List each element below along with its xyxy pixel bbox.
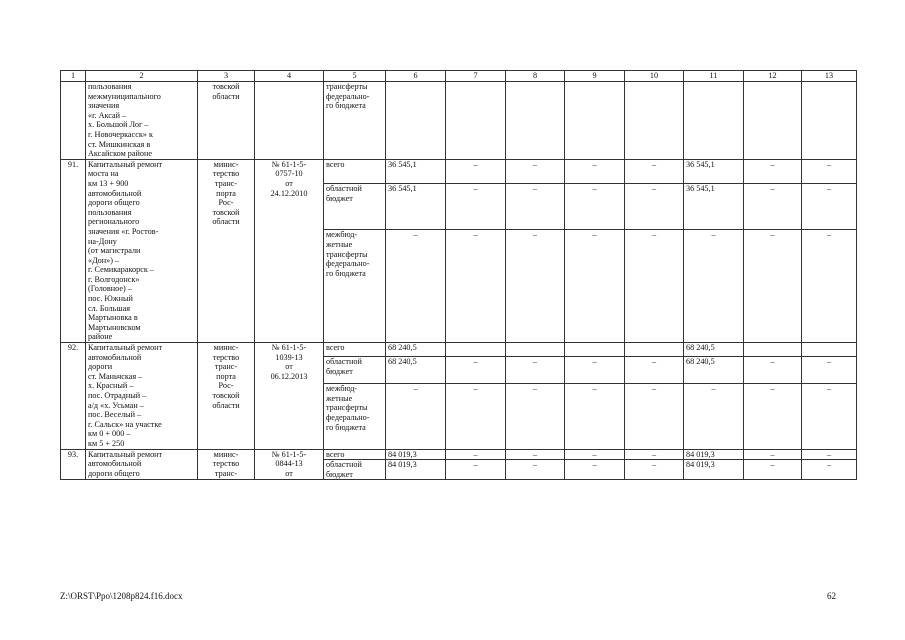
text-line: ст. Мишкинская в: [88, 139, 151, 149]
table-row: [61, 449, 857, 460]
value-cell: [744, 343, 802, 357]
funding-source: [324, 343, 386, 357]
text-line: терство: [212, 352, 240, 362]
text-line: х. Красный –: [88, 381, 134, 391]
file-path: Z:\ORST\Ppo\1208p824.f16.docx: [60, 591, 183, 601]
text-line: г. Сальск» на участке: [88, 419, 162, 429]
value-cell: –: [802, 230, 857, 343]
value-cell: –: [625, 357, 684, 384]
value-cell: –: [744, 449, 802, 460]
text-line: Капитальный ремонт: [88, 159, 163, 169]
text-line: ст. Маньчская –: [88, 371, 143, 381]
object-name: [86, 159, 198, 342]
value-cell: [684, 82, 744, 160]
value-cell: –: [446, 184, 506, 230]
text-line: пос. Южный: [88, 294, 133, 304]
text-line: моста на: [88, 169, 119, 179]
document-ref: [255, 449, 324, 480]
text-line: межмуниципального: [88, 91, 161, 101]
text-line: федерально-: [326, 412, 370, 422]
text-line: дороги общего: [88, 198, 140, 208]
value-cell: –: [565, 184, 625, 230]
object-name: [86, 82, 198, 160]
text-line: минис-: [213, 449, 239, 459]
value-cell: –: [744, 357, 802, 384]
value-cell: –: [684, 384, 744, 449]
text-line: автомобильной: [88, 188, 142, 198]
text-line: 24.12.2010: [270, 188, 308, 198]
value-cell: –: [802, 357, 857, 384]
value-cell: –: [744, 230, 802, 343]
value-cell: –: [446, 460, 506, 480]
funding-source: [324, 357, 386, 384]
text-line: от: [285, 468, 293, 478]
column-header: 2: [86, 71, 198, 82]
text-line: № 61-1-5-: [271, 159, 307, 169]
text-line: пос. Веселый –: [88, 410, 142, 420]
organization: [198, 343, 255, 450]
budget-table: [60, 70, 857, 480]
text-line: г. Новочеркасск» к: [88, 129, 153, 139]
value-cell: [506, 343, 565, 357]
value-cell: [506, 82, 565, 160]
text-line: бюджет: [326, 193, 353, 203]
value-cell: 36 545,1: [684, 184, 744, 230]
value-cell: –: [565, 460, 625, 480]
text-line: 0757-10: [275, 169, 303, 179]
value-cell: –: [625, 449, 684, 460]
column-header: 8: [506, 71, 565, 82]
text-line: автомобильной: [88, 459, 142, 469]
value-cell: –: [565, 159, 625, 183]
object-name: [86, 343, 198, 450]
value-cell: –: [802, 449, 857, 460]
text-line: Капитальный ремонт: [88, 343, 163, 353]
text-line: минис-: [213, 159, 239, 169]
text-line: области: [212, 91, 240, 101]
value-cell: –: [802, 184, 857, 230]
text-line: Мартыновка в: [88, 313, 138, 323]
value-cell: –: [506, 460, 565, 480]
text-line: всего: [326, 159, 345, 169]
text-line: г. Семикаракорск –: [88, 265, 155, 275]
text-line: на-Дону: [88, 236, 117, 246]
text-line: бюджет: [326, 366, 353, 376]
text-line: г. Волгодонск»: [88, 274, 140, 284]
text-line: Капитальный ремонт: [88, 449, 163, 459]
text-line: минис-: [213, 343, 239, 353]
text-line: № 61-1-5-: [271, 449, 307, 459]
text-line: автомобильной: [88, 352, 142, 362]
column-header: 4: [255, 71, 324, 82]
value-cell: –: [446, 449, 506, 460]
value-cell: –: [802, 384, 857, 449]
text-line: х. Большой Лог –: [88, 120, 149, 130]
funding-source: [324, 159, 386, 183]
text-line: го бюджета: [326, 101, 366, 111]
funding-source: [324, 449, 386, 460]
value-cell: –: [565, 230, 625, 343]
value-cell: –: [625, 159, 684, 183]
text-line: Рос-: [218, 198, 234, 208]
column-header: 10: [625, 71, 684, 82]
text-line: пос. Отрадный –: [88, 391, 147, 400]
value-cell: [802, 82, 857, 160]
table-row: [61, 343, 857, 357]
text-line: районе: [88, 332, 113, 342]
value-cell: 68 240,5: [684, 343, 744, 357]
text-line: товской: [212, 391, 240, 400]
text-line: 06.12.2013: [270, 371, 308, 381]
text-line: терство: [212, 169, 240, 179]
text-line: Мартыновском: [88, 322, 141, 332]
value-cell: –: [446, 230, 506, 343]
text-line: пользования: [88, 82, 132, 91]
value-cell: 84 019,3: [386, 449, 446, 460]
value-cell: 84 019,3: [684, 460, 744, 480]
value-cell: 36 545,1: [386, 159, 446, 183]
text-line: значения: [88, 101, 120, 111]
value-cell: [802, 343, 857, 357]
value-cell: 84 019,3: [386, 460, 446, 480]
text-line: (Головное) –: [88, 284, 132, 294]
organization: [198, 159, 255, 342]
value-cell: –: [565, 449, 625, 460]
value-cell: 68 240,5: [386, 343, 446, 357]
value-cell: –: [506, 384, 565, 449]
text-line: № 61-1-5-: [271, 343, 307, 353]
table-row: [61, 159, 857, 183]
text-line: «г. Аксай –: [88, 110, 127, 120]
text-line: трансферты: [326, 403, 368, 413]
value-cell: 36 545,1: [386, 184, 446, 230]
value-cell: –: [506, 357, 565, 384]
value-cell: –: [446, 159, 506, 183]
value-cell: –: [565, 357, 625, 384]
row-number: 92.: [61, 343, 86, 450]
row-number: 93.: [61, 449, 86, 480]
text-line: порта: [216, 371, 236, 381]
value-cell: 36 545,1: [684, 159, 744, 183]
value-cell: –: [506, 230, 565, 343]
text-line: трансферты: [326, 249, 368, 259]
value-cell: –: [386, 230, 446, 343]
value-cell: –: [625, 460, 684, 480]
text-line: жетные: [326, 393, 353, 403]
text-line: товской: [212, 207, 240, 217]
funding-source: [324, 230, 386, 343]
text-line: 1039-13: [275, 352, 303, 362]
text-line: от: [285, 362, 293, 372]
text-line: областной: [326, 184, 362, 194]
document-ref: [255, 159, 324, 342]
column-header: 9: [565, 71, 625, 82]
text-line: Рос-: [218, 381, 234, 391]
value-cell: –: [744, 460, 802, 480]
column-header: 3: [198, 71, 255, 82]
value-cell: –: [446, 357, 506, 384]
value-cell: 84 019,3: [684, 449, 744, 460]
value-cell: –: [386, 384, 446, 449]
text-line: го бюджета: [326, 422, 366, 432]
text-line: транс-: [214, 362, 238, 372]
text-line: км 0 + 000 –: [88, 429, 131, 439]
value-cell: [446, 82, 506, 160]
text-line: дороги общего: [88, 468, 140, 478]
header-row: [61, 71, 857, 82]
organization: [198, 82, 255, 160]
row-number: [61, 82, 86, 160]
text-line: области: [212, 400, 240, 410]
document-ref: [255, 82, 324, 160]
text-line: (от магистрали: [88, 246, 141, 256]
text-line: федерально-: [326, 91, 370, 101]
text-line: значения «г. Ростов-: [88, 226, 159, 236]
value-cell: –: [506, 159, 565, 183]
value-cell: –: [744, 184, 802, 230]
text-line: областной: [326, 357, 362, 367]
table-row: [61, 82, 857, 160]
text-line: порта: [216, 188, 236, 198]
page-number: 62: [827, 591, 836, 601]
value-cell: [744, 82, 802, 160]
column-header: 1: [61, 71, 86, 82]
value-cell: 68 240,5: [386, 357, 446, 384]
text-line: всего: [326, 343, 345, 353]
value-cell: [565, 343, 625, 357]
text-line: всего: [326, 449, 345, 459]
value-cell: –: [744, 159, 802, 183]
text-line: от: [285, 178, 293, 188]
text-line: товской: [212, 82, 240, 91]
value-cell: –: [446, 384, 506, 449]
text-line: бюджет: [326, 469, 353, 479]
column-header: 7: [446, 71, 506, 82]
text-line: «Дон») –: [88, 255, 120, 265]
value-cell: –: [506, 449, 565, 460]
funding-source: [324, 82, 386, 160]
text-line: федерально-: [326, 259, 370, 269]
text-line: терство: [212, 459, 240, 469]
text-line: а/д «х. Усьман –: [88, 400, 144, 410]
column-header: 5: [324, 71, 386, 82]
column-header: 6: [386, 71, 446, 82]
text-line: межбюд-: [326, 384, 358, 394]
value-cell: –: [802, 460, 857, 480]
text-line: регионального: [88, 217, 140, 227]
column-header: 13: [802, 71, 857, 82]
value-cell: [625, 82, 684, 160]
funding-source: [324, 460, 386, 480]
text-line: Аксайском районе: [88, 149, 153, 159]
text-line: жетные: [326, 240, 353, 250]
text-line: км 5 + 250: [88, 438, 125, 448]
value-cell: –: [684, 230, 744, 343]
text-line: областной: [326, 460, 362, 470]
document-ref: [255, 343, 324, 450]
row-number: 91.: [61, 159, 86, 342]
column-header: 11: [684, 71, 744, 82]
text-line: трансферты: [326, 82, 368, 91]
value-cell: –: [506, 184, 565, 230]
column-header: 12: [744, 71, 802, 82]
value-cell: [565, 82, 625, 160]
value-cell: –: [625, 230, 684, 343]
text-line: транс-: [214, 468, 238, 478]
organization: [198, 449, 255, 480]
text-line: 0844-13: [275, 459, 303, 469]
text-line: области: [212, 217, 240, 227]
value-cell: –: [625, 184, 684, 230]
value-cell: [446, 343, 506, 357]
text-line: дороги: [88, 362, 113, 372]
text-line: км 13 + 900: [88, 178, 129, 188]
funding-source: [324, 384, 386, 449]
value-cell: 68 240,5: [684, 357, 744, 384]
value-cell: –: [744, 384, 802, 449]
funding-source: [324, 184, 386, 230]
text-line: межбюд-: [326, 230, 358, 240]
object-name: [86, 449, 198, 480]
text-line: пользования: [88, 207, 132, 217]
value-cell: –: [802, 159, 857, 183]
value-cell: –: [565, 384, 625, 449]
value-cell: [625, 343, 684, 357]
text-line: транс-: [214, 178, 238, 188]
value-cell: [386, 82, 446, 160]
value-cell: –: [625, 384, 684, 449]
text-line: сл. Большая: [88, 303, 131, 313]
text-line: го бюджета: [326, 268, 366, 278]
